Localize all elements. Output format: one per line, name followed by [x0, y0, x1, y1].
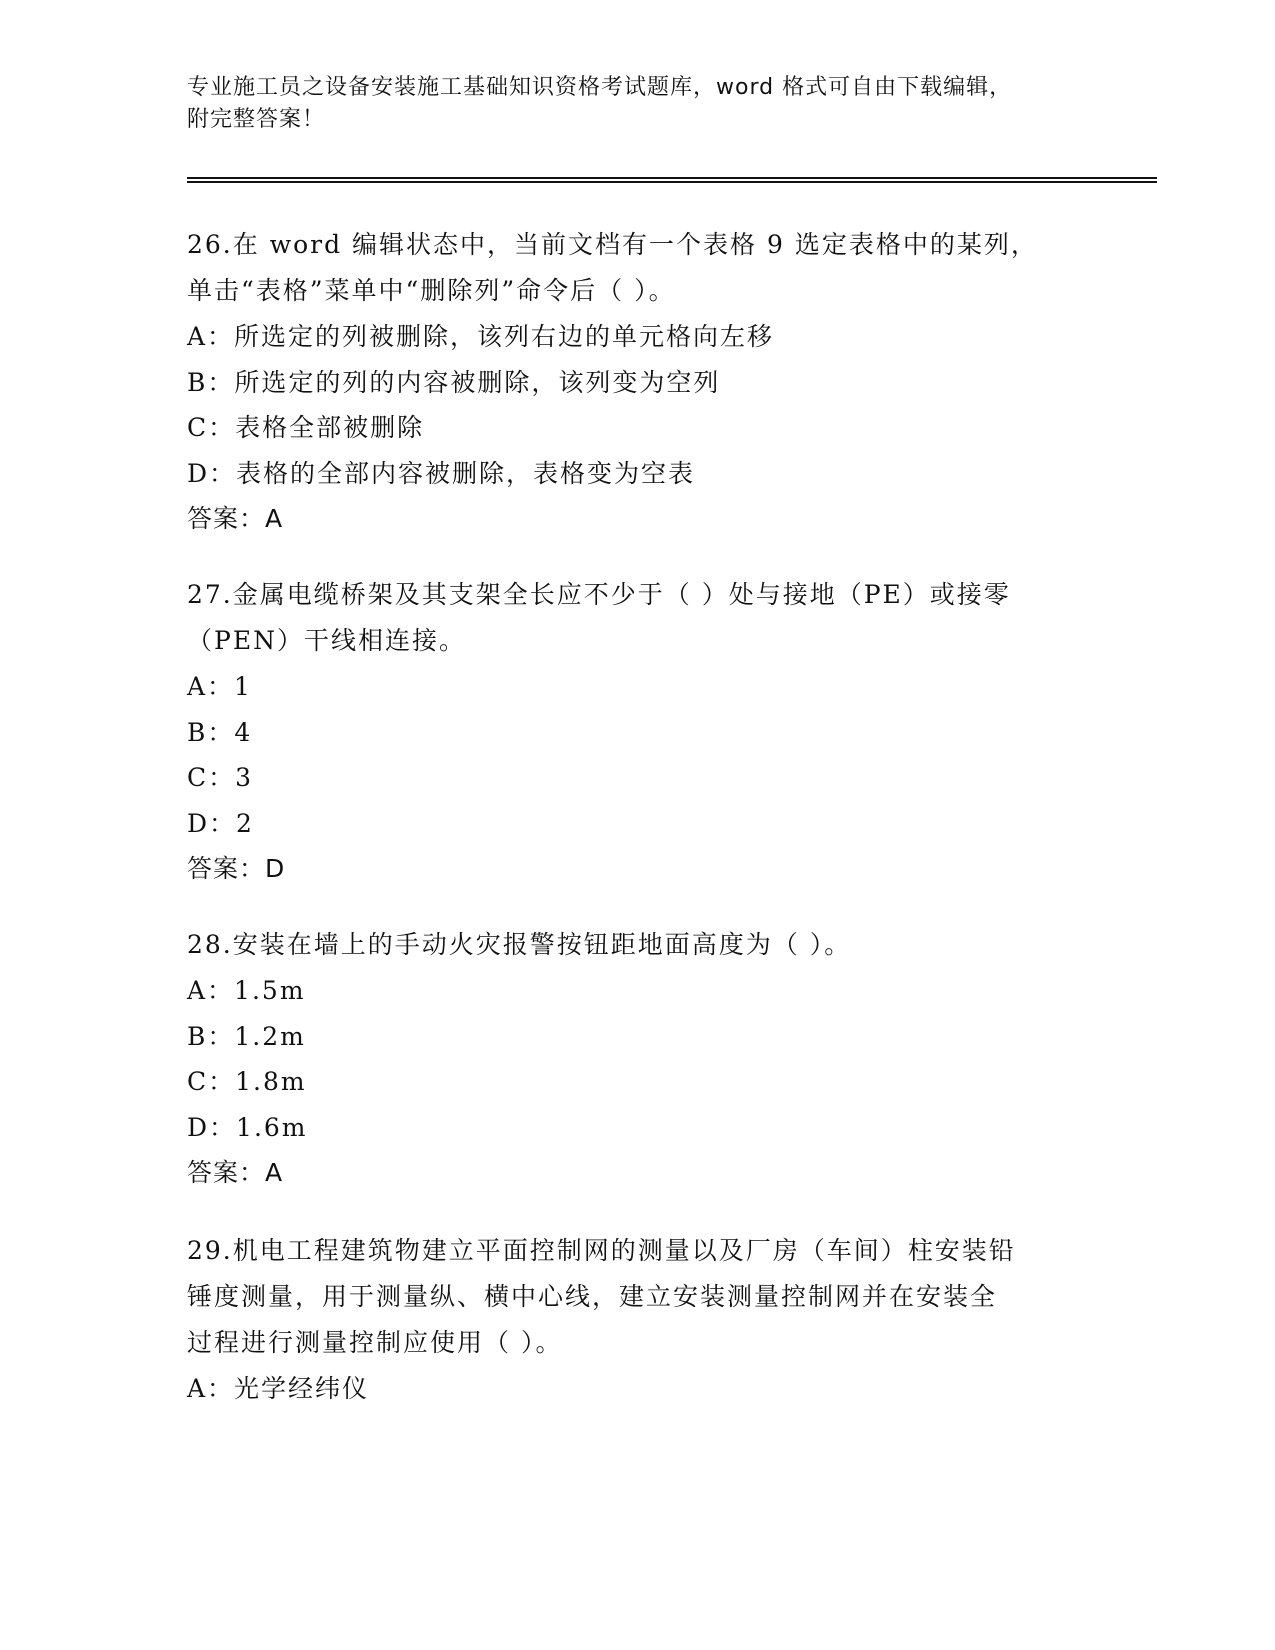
question-stem-line: 28.安装在墙上的手动火灾报警按钮距地面高度为（ ）。: [187, 930, 852, 959]
option-b: B：1.2m: [187, 1021, 306, 1051]
option-b: B：4: [187, 717, 253, 747]
option-d: D：表格的全部内容被删除，表格变为空表: [187, 458, 696, 488]
option-c: C：3: [187, 763, 254, 792]
question-stem-line: 27.金属电缆桥架及其支架全长应不少于（ ）处与接地（PE）或接零: [187, 580, 1011, 609]
question-stem-line: 26.在 word 编辑状态中，当前文档有一个表格 9 选定表格中的某列，: [187, 230, 1038, 259]
option-b: B：所选定的列的内容被删除，该列变为空列: [187, 367, 721, 397]
question-26: [187, 222, 1087, 542]
question-stem-line: 29.机电工程建筑物建立平面控制网的测量以及厂房（车间）柱安装铅: [187, 1236, 1016, 1265]
option-c: C：表格全部被删除: [187, 413, 425, 442]
option-a: A：光学经纬仪: [187, 1374, 370, 1403]
question-stem-line: 单击“表格”菜单中“删除列”命令后（ ）。: [187, 276, 676, 305]
question-stem-line: 锤度测量，用于测量纵、横中心线，建立安装测量控制网并在安装全: [187, 1282, 998, 1311]
option-a: A：1: [187, 672, 252, 701]
question-stem-line: （PEN）干线相连接。: [187, 626, 466, 655]
option-d: D：2: [187, 808, 254, 838]
question-27: [187, 572, 1087, 892]
header-double-rule: [187, 177, 1157, 183]
question-stem-line: 过程进行测量控制应使用（ ）。: [187, 1328, 563, 1357]
option-d: D：1.6m: [187, 1112, 308, 1142]
question-29: [187, 1228, 1087, 1412]
header-line-2: 附完整答案！: [187, 107, 326, 132]
option-a: A：1.5m: [187, 976, 306, 1005]
document-header: [187, 72, 1087, 136]
option-c: C：1.8m: [187, 1067, 307, 1096]
question-28: [187, 922, 1087, 1196]
answer: 答案：A: [187, 504, 284, 533]
header-line-1: 专业施工员之设备安装施工基础知识资格考试题库，word 格式可自由下载编辑，: [187, 75, 1013, 100]
answer: 答案：D: [187, 854, 286, 883]
option-a: A：所选定的列被删除，该列右边的单元格向左移: [187, 322, 775, 351]
answer: 答案：A: [187, 1158, 284, 1187]
